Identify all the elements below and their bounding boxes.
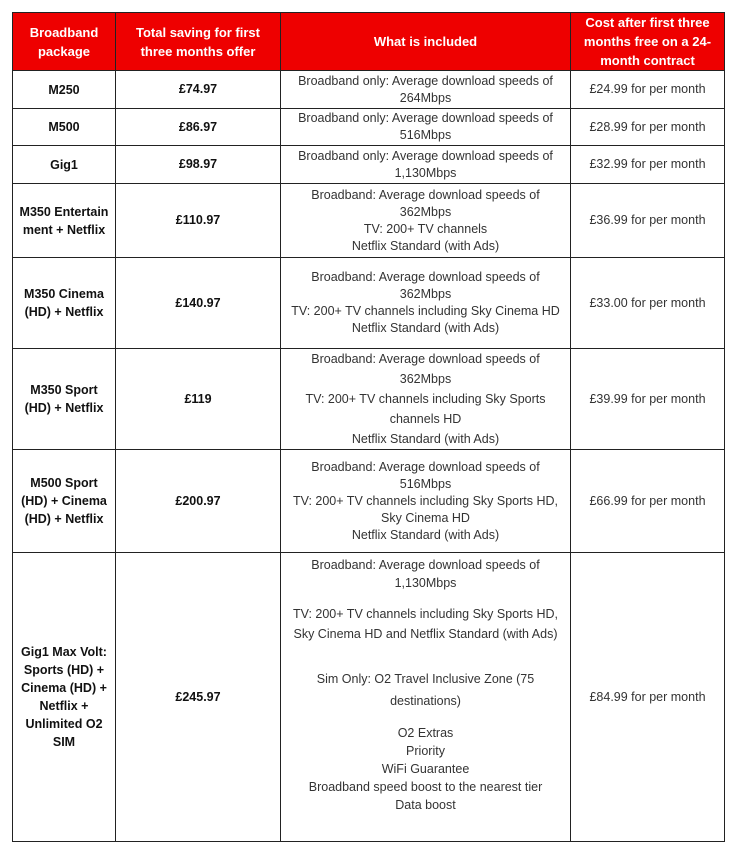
package-name: M350 Sport (HD) + Netflix (13, 349, 116, 450)
table-row (13, 349, 725, 450)
included-line: TV: 200+ TV channels including Sky Cinema HD (291, 304, 560, 318)
saving-value: £140.97 (116, 258, 281, 349)
broadband-packages-table (12, 12, 725, 842)
included-line: Broadband: Average download speeds of 362Mbps (311, 187, 540, 219)
table-row (13, 553, 725, 842)
included-line: Broadband: Average download speeds of 362Mbps (311, 270, 540, 301)
cost-value: £33.00 for per month (571, 258, 725, 349)
included-line: Netflix Standard (with Ads) (351, 321, 500, 335)
header-row (13, 13, 725, 71)
cost-value: £32.99 for per month (571, 146, 725, 184)
included-cell (281, 349, 571, 450)
cost-value: £36.99 for per month (571, 184, 725, 258)
table-row (13, 450, 725, 553)
included-line: Broadband: Average download speeds of 1,130Mbps (311, 558, 540, 590)
table-row (13, 184, 725, 258)
included-cell (281, 109, 571, 146)
included-line: Broadband speed boost to the nearest tier (308, 780, 543, 794)
saving-value: £245.97 (116, 553, 281, 842)
saving-value: £86.97 (116, 109, 281, 146)
included-line: Sim Only: O2 Travel Inclusive Zone (75 destinations) (316, 672, 535, 708)
included-cell (281, 71, 571, 109)
included-line: Priority (406, 744, 445, 758)
included-line: TV: 200+ TV channels (363, 221, 488, 236)
saving-value: £74.97 (116, 71, 281, 109)
included-line: Netflix Standard (with Ads) (351, 238, 500, 253)
header-included: What is included (281, 13, 571, 71)
cost-value: £66.99 for per month (571, 450, 725, 553)
header-package: Broadband package (13, 13, 116, 71)
saving-value: £119 (116, 349, 281, 450)
included-cell (281, 146, 571, 184)
included-line: Broadband: Average download speeds of 516Mbps (311, 459, 540, 491)
included-line: TV: 200+ TV channels including Sky Sports HD, Sky Cinema HD and Netflix Standard (with Ads) (292, 607, 559, 641)
included-line: TV: 200+ TV channels including Sky Sports channels HD (305, 392, 546, 426)
package-name: Gig1 (13, 146, 116, 184)
table-row (13, 109, 725, 146)
package-name: M350 Entertainment + Netflix (13, 184, 116, 258)
header-saving: Total saving for first three months offer (116, 13, 281, 71)
cost-value: £84.99 for per month (571, 553, 725, 842)
saving-value: £200.97 (116, 450, 281, 553)
table-row (13, 146, 725, 184)
package-name: Gig1 Max Volt: Sports (HD) + Cinema (HD) + Netflix + Unlimited O2 SIM (13, 553, 116, 842)
table-row (13, 71, 725, 109)
included-cell (281, 258, 571, 349)
included-line: Broadband only: Average download speeds of 1,130Mbps (298, 148, 553, 180)
header-cost: Cost after first three months free on a 24-month contract (571, 13, 725, 71)
included-line: TV: 200+ TV channels including Sky Sports HD, Sky Cinema HD (292, 493, 559, 525)
included-line: Netflix Standard (with Ads) (351, 432, 500, 446)
included-line: Netflix Standard (with Ads) (351, 527, 500, 542)
included-line: Broadband only: Average download speeds of 264Mbps (298, 73, 553, 105)
cost-value: £28.99 for per month (571, 109, 725, 146)
included-line: O2 Extras (397, 726, 454, 740)
saving-value: £110.97 (116, 184, 281, 258)
package-name: M350 Cinema (HD) + Netflix (13, 258, 116, 349)
table-row (13, 258, 725, 349)
included-line: Data boost (395, 798, 456, 812)
included-cell (281, 553, 571, 842)
included-line: WiFi Guarantee (381, 762, 470, 776)
included-cell (281, 184, 571, 258)
package-name: M250 (13, 71, 116, 109)
cost-value: £39.99 for per month (571, 349, 725, 450)
cost-value: £24.99 for per month (571, 71, 725, 109)
included-line: Broadband: Average download speeds of 362Mbps (311, 352, 540, 386)
package-name: M500 (13, 109, 116, 146)
included-cell (281, 450, 571, 553)
saving-value: £98.97 (116, 146, 281, 184)
included-line: Broadband only: Average download speeds of 516Mbps (298, 111, 553, 142)
package-name: M500 Sport (HD) + Cinema (HD) + Netflix (13, 450, 116, 553)
